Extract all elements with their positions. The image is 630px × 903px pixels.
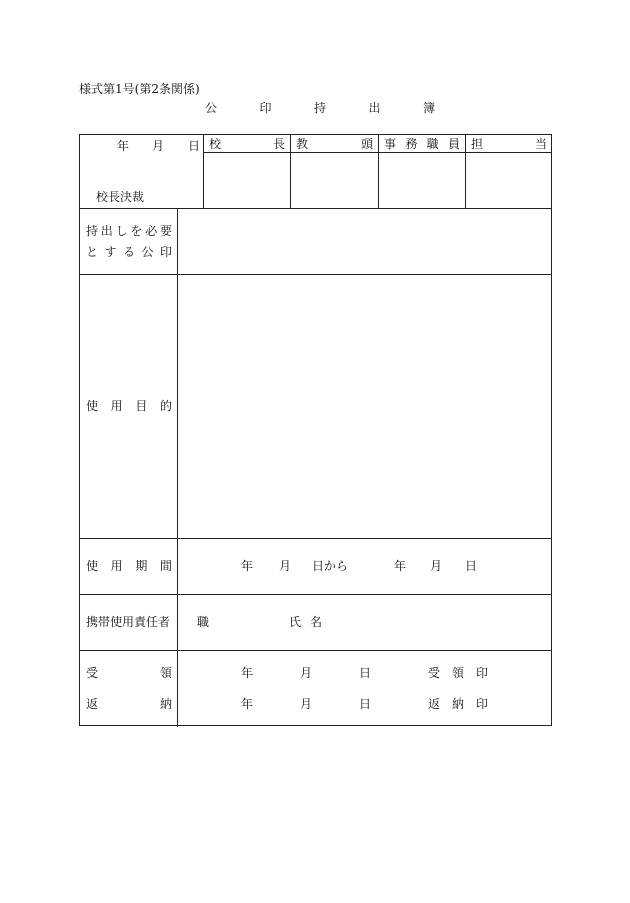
title-char: 公: [205, 101, 218, 115]
title-char: 持: [313, 101, 326, 115]
responsible-label: 携帯使用責任者: [86, 615, 171, 629]
period-to-day: 日: [465, 559, 478, 573]
return-label: 返 納: [86, 697, 172, 711]
row-divider: [80, 538, 552, 539]
receipt-label: 受 領: [86, 666, 172, 680]
position-label: 職: [197, 615, 210, 629]
period-to-month: 月: [430, 559, 443, 573]
date-month-label: 月: [152, 139, 165, 153]
receipt-month: 月: [300, 666, 313, 680]
form-number: 様式第1号(第2条関係): [79, 82, 200, 96]
col-divider: [290, 135, 291, 208]
receipt-year: 年: [241, 666, 254, 680]
office-staff-header: 事 務 職 員: [384, 137, 460, 151]
form-table: [79, 134, 552, 726]
vice-principal-header: 教 頭: [296, 137, 373, 151]
receipt-day: 日: [359, 666, 372, 680]
title-char: 出: [368, 101, 381, 115]
in-charge-header: 担 当: [471, 137, 547, 151]
col-divider: [465, 135, 466, 208]
date-day-label: 日: [188, 139, 201, 153]
principal-decision-label: 校長決裁: [96, 190, 145, 204]
title-char: 簿: [422, 101, 435, 115]
seal-label-line2: と す る 公 印: [86, 245, 172, 259]
col-divider: [378, 135, 379, 208]
return-seal-label: 返 納 印: [428, 697, 488, 711]
period-to-year: 年: [394, 559, 407, 573]
return-year: 年: [241, 697, 254, 711]
date-year-label: 年: [117, 139, 130, 153]
col-divider: [203, 135, 204, 208]
title-char: 印: [259, 101, 272, 115]
period-from-month: 月: [279, 559, 292, 573]
seal-label-line1: 持 出 し を 必 要: [86, 224, 172, 238]
return-month: 月: [300, 697, 313, 711]
period-label: 使 用 期 間: [86, 559, 172, 573]
col-divider: [177, 208, 178, 727]
principal-header: 校 長: [209, 137, 285, 151]
row-divider: [80, 274, 552, 275]
row-divider: [80, 594, 552, 595]
row-divider: [80, 208, 552, 209]
receipt-seal-label: 受 領 印: [428, 666, 488, 680]
return-day: 日: [359, 697, 372, 711]
row-divider: [80, 650, 552, 651]
purpose-label: 使 用 目 的: [86, 399, 172, 413]
period-from-day: 日から: [312, 559, 349, 573]
form-title: [205, 99, 435, 116]
period-from-year: 年: [241, 559, 254, 573]
name-label: 氏 名: [289, 615, 322, 629]
